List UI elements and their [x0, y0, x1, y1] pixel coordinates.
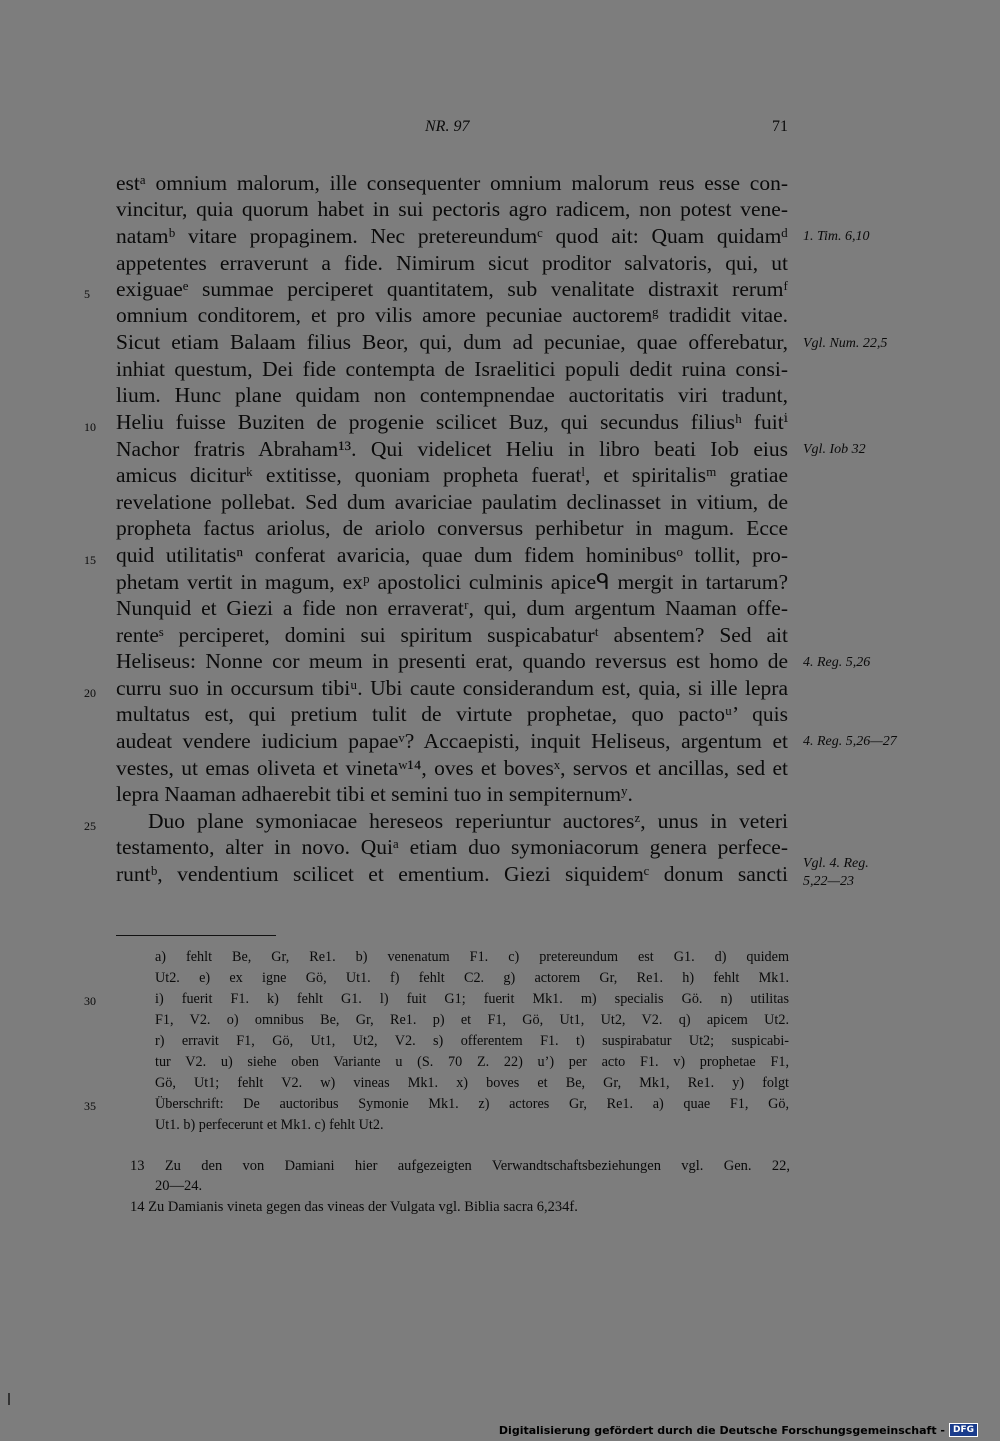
body-line: Nachor fratris Abraham¹³. Qui videlicet Heliu in libro beati Iob eius [116, 437, 788, 461]
scan-edge-mark [8, 1393, 10, 1405]
body-line: Heliu fuisse Buziten de progenie scilicet Buz, qui secundus filiusʰ fuitⁱ [116, 410, 788, 434]
footnote-rule [116, 935, 276, 936]
commentary-note: 13 Zu den von Damiani hier aufgezeigten Verwandtschaftsbeziehungen vgl. Gen. 22, [130, 1158, 790, 1174]
apparatus-line: tur V2. u) siehe oben Variante u (S. 70 Z. 22) u’) per acto F1. v) prophetae F1, [155, 1054, 789, 1070]
running-title: NR. 97 [425, 118, 470, 135]
body-line: runtᵇ, vendentium scilicet et ementium. Giezi siquidemᶜ donum sancti [116, 862, 788, 886]
line-number: 25 [84, 819, 96, 833]
body-line: vincitur, quia quorum habet in sui pectoris agro radicem, non potest vene- [116, 197, 788, 221]
body-line: inhiat questum, Dei fide contempta de Israelitici populi dedit ruina consi- [116, 357, 788, 381]
line-number: 5 [84, 287, 90, 301]
body-line: Heliseus: Nonne cor meum in presenti erat, quando reversus est homo de [116, 649, 788, 673]
body-line: phetam vertit in magum, exᵖ apostolici culminis apiceᑫ mergit in tartarum? [116, 570, 788, 594]
body-line: natamᵇ vitare propaginem. Nec pretereundumᶜ quod ait: Quam quidamᵈ [116, 224, 788, 248]
body-line: propheta factus ariolus, de ariolo conversus perhibetur in magum. Ecce [116, 516, 788, 540]
margin-reference: 4. Reg. 5,26 [803, 655, 871, 670]
body-line: testamento, alter in novo. Quiᵃ etiam duo symoniacorum genera perfece- [116, 835, 788, 859]
body-line: Sicut etiam Balaam filius Beor, qui, dum ad pecuniae, quae offerebatur, [116, 330, 788, 354]
margin-reference: 1. Tim. 6,10 [803, 229, 870, 244]
line-number: 15 [84, 553, 96, 567]
apparatus-line: F1, V2. o) omnibus Be, Gr, Re1. p) et F1, Gö, Ut1, Ut2, V2. q) apicem Ut2. [155, 1012, 789, 1028]
apparatus-line: a) fehlt Be, Gr, Re1. b) venenatum F1. c) pretereundum est G1. d) quidem [155, 949, 789, 965]
body-line: Duo plane symoniacae hereseos reperiuntur auctoresᶻ, unus in veteri [148, 809, 788, 833]
margin-reference: 4. Reg. 5,26—27 [803, 734, 897, 749]
body-line: omnium conditorem, et pro vilis amore pecuniae auctoremᵍ tradidit vitae. [116, 303, 788, 327]
margin-reference: Vgl. 4. Reg. [803, 856, 869, 871]
page-number: 71 [772, 118, 788, 135]
body-line: audeat vendere iudicium papaeᵛ? Accaepisti, inquit Heliseus, argentum et [116, 729, 788, 753]
body-line: exiguaeᵉ summae perciperet quantitatem, sub venalitate distraxit rerumᶠ [116, 277, 788, 301]
apparatus-line: Gö, Ut1; fehlt V2. w) vineas Mk1. x) boves et Be, Gr, Mk1, Re1. y) folgt [155, 1075, 789, 1091]
body-line: amicus diciturᵏ extitisse, quoniam propheta fueratˡ, et spiritalisᵐ gratiae [116, 463, 788, 487]
margin-reference: Vgl. Num. 22,5 [803, 336, 888, 351]
body-line: Nunquid et Giezi a fide non erraveratʳ, qui, dum argentum Naaman offe- [116, 596, 788, 620]
body-line: estᵃ omnium malorum, ille consequenter omnium malorum reus esse con- [116, 171, 788, 195]
digitization-credit [499, 1423, 978, 1437]
commentary-note: 20—24. [155, 1178, 203, 1194]
body-line: revelatione pollebat. Sed dum avariciae paulatim declinasset in vitium, de [116, 490, 788, 514]
apparatus-line: Ut2. e) ex igne Gö, Ut1. f) fehlt C2. g) actorem Gr, Re1. h) fehlt Mk1. [155, 970, 789, 986]
credit-text: Digitalisierung gefördert durch die Deutsche Forschungsgemeinschaft - [498, 1423, 945, 1437]
body-line: lepra Naaman adhaerebit tibi et semini tuo in sempiternumʸ. [116, 782, 633, 806]
apparatus-line: r) erravit F1, Gö, Ut1, Ut2, V2. s) offerentem F1. t) suspirabatur Ut2; suspicabi- [155, 1033, 789, 1049]
body-line: quid utilitatisⁿ conferat avaricia, quae dum fidem hominibusᵒ tollit, pro- [116, 543, 788, 567]
commentary-note: 14 Zu Damianis vineta gegen das vineas der Vulgata vgl. Biblia sacra 6,234f. [130, 1199, 578, 1215]
apparatus-line: i) fuerit F1. k) fehlt G1. l) fuit G1; fuerit Mk1. m) specialis Gö. n) utilitas [155, 991, 789, 1007]
body-line: vestes, ut emas oliveta et vinetaʷ¹⁴, oves et bovesˣ, servos et ancillas, sed et [116, 756, 788, 780]
dfg-logo-icon: DFG [949, 1423, 978, 1437]
body-line: multatus est, qui pretium tulit de virtute prophetae, quo pactoᵘ’ quis [116, 702, 788, 726]
body-line: curru suo in occursum tibiᵘ. Ubi caute considerandum est, quia, si ille lepra [116, 676, 788, 700]
line-number: 35 [84, 1099, 96, 1113]
margin-reference: 5,22—23 [803, 874, 854, 889]
body-line: renteˢ perciperet, domini sui spiritum suspicabaturᵗ absentem? Sed ait [116, 623, 788, 647]
line-number: 10 [84, 420, 96, 434]
apparatus-line: Überschrift: De auctoribus Symonie Mk1. z) actores Gr, Re1. a) quae F1, Gö, [155, 1096, 789, 1112]
margin-reference: Vgl. Iob 32 [803, 442, 866, 457]
line-number: 30 [84, 994, 96, 1008]
apparatus-line: Ut1. b) perfecerunt et Mk1. c) fehlt Ut2. [155, 1117, 384, 1133]
body-line: appetentes erraverunt a fide. Nimirum sicut proditor salvatoris, qui, ut [116, 251, 788, 275]
line-number: 20 [84, 686, 96, 700]
body-line: lium. Hunc plane quidam non contempnendae auctoritatis viri tradunt, [116, 383, 788, 407]
